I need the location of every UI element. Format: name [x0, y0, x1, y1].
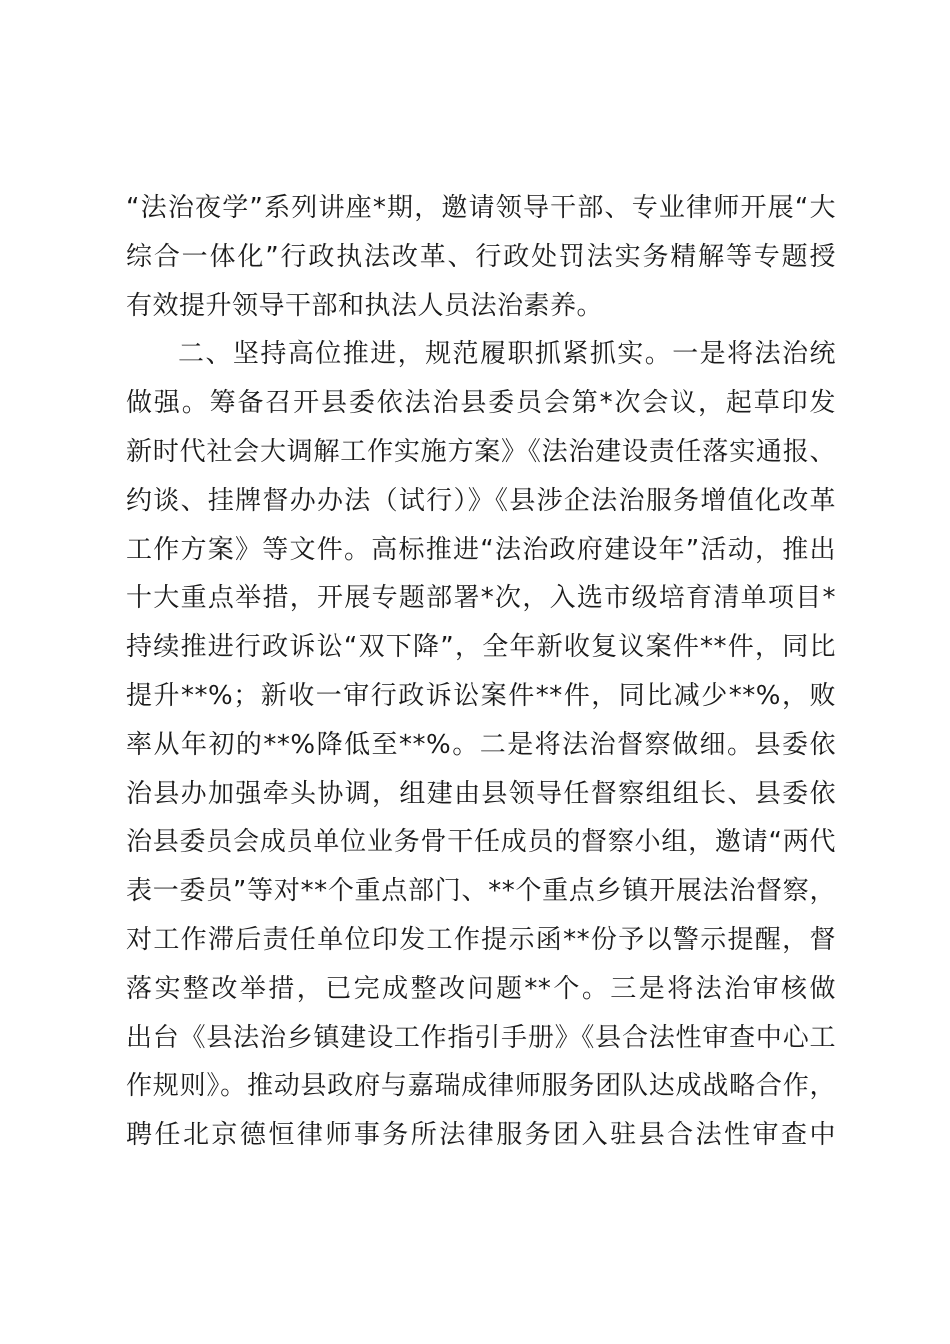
section-heading-line: 二、坚持高位推进，规范履职抓紧抓实。一是将法治统 [178, 339, 836, 370]
text-line: 对工作滞后责任单位印发工作提示函**份予以警示提醒，督 [126, 924, 836, 955]
text-line: 新时代社会大调解工作实施方案》《法治建设责任落实通报、 [126, 436, 836, 467]
text-line: 作规则》。推动县政府与嘉瑞成律师服务团队达成战略合作， [126, 1071, 836, 1102]
text-line: 出台《县法治乡镇建设工作指引手册》《县合法性审查中心工 [126, 1022, 836, 1053]
text-line: 率从年初的**%降低至**%。二是将法治督察做细。县委依 [126, 729, 836, 760]
text-line: 持续推进行政诉讼“双下降”，全年新收复议案件**件，同比 [126, 632, 836, 663]
text-line: 治县委员会成员单位业务骨干任成员的督察小组，邀请“两代 [126, 827, 836, 858]
text-line: 十大重点举措，开展专题部署*次，入选市级培育清单项目* [126, 583, 836, 614]
body-text [126, 184, 836, 1160]
text-line: 表一委员”等对**个重点部门、**个重点乡镇开展法治督察， [126, 876, 836, 907]
text-line: 有效提升领导干部和执法人员法治素养。 [126, 290, 604, 321]
text-line: 落实整改举措，已完成整改问题**个。三是将法治审核做 [126, 973, 836, 1004]
text-line: 工作方案》等文件。高标推进“法治政府建设年”活动，推出 [126, 534, 836, 565]
text-line: 提升**%；新收一审行政诉讼案件**件，同比减少**%，败 [126, 680, 836, 711]
text-line: 综合一体化”行政执法改革、行政处罚法实务精解等专题授 [126, 241, 836, 272]
text-line: 聘任北京德恒律师事务所法律服务团入驻县合法性审查中 [126, 1120, 836, 1151]
text-line: 做强。筹备召开县委依法治县委员会第*次会议，起草印发 [126, 388, 836, 419]
text-line: 治县办加强牵头协调，组建由县领导任督察组组长、县委依 [126, 778, 836, 809]
text-line: “法治夜学”系列讲座*期，邀请领导干部、专业律师开展“大 [126, 193, 836, 223]
text-line: 约谈、挂牌督办办法（试行）》《县涉企法治服务增值化改革 [126, 485, 836, 516]
